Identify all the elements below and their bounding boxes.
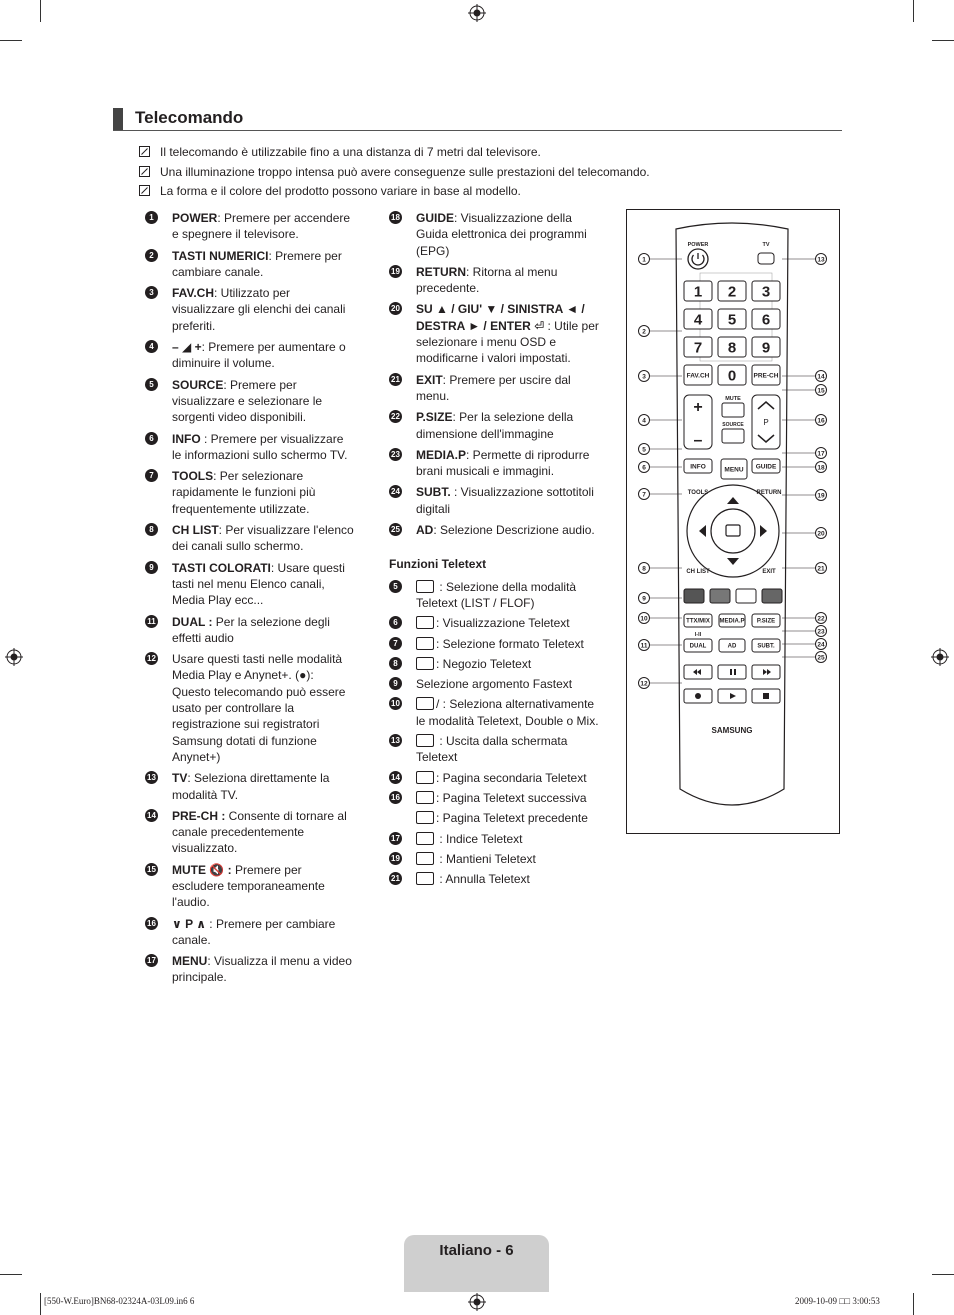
list-item <box>145 808 355 857</box>
item-number-badge: 11 <box>145 615 158 628</box>
stop-icon <box>763 693 769 699</box>
item-number-badge: 1 <box>145 211 158 224</box>
item-description: : Usare questi tasti nel menu Elenco canali, Media Play ecc... <box>172 560 345 608</box>
power-label: POWER <box>687 242 709 248</box>
note-text: Una illuminazione troppo intensa può avere conseguenze sulle prestazioni del telecomando. <box>160 165 650 179</box>
digit-button-2-label: 2 <box>727 283 737 301</box>
item-button-name: SUBT. <box>416 485 451 500</box>
list-item <box>389 770 599 786</box>
list-item <box>389 409 599 442</box>
color-key <box>762 589 782 603</box>
list-item <box>389 733 599 766</box>
item-number-badge: 10 <box>389 697 402 710</box>
item-button-name: SU ▲ / GIU' ▼ / SINISTRA ◄ / DESTRA ► / ENTER ⏎ <box>416 302 585 333</box>
list-item <box>145 651 355 765</box>
dual-button-label: DUAL <box>689 643 707 650</box>
print-file-info: [550-W.Euro]BN68-02324A-03L09.in6 6 <box>44 1296 195 1306</box>
callout-number: 14 <box>817 373 825 381</box>
note-line <box>139 184 521 199</box>
item-button-name: GUIDE <box>416 211 455 225</box>
crop-mark <box>913 0 914 22</box>
item-description: : Indice Teletext <box>436 831 523 846</box>
list-item <box>389 264 599 297</box>
item-button-name: TASTI NUMERICI <box>172 248 269 263</box>
callout-number: 18 <box>817 464 825 472</box>
callout-number: 19 <box>817 492 825 500</box>
pause-icon <box>734 669 736 675</box>
list-item <box>389 522 599 538</box>
list-item <box>389 831 599 847</box>
item-number-badge: 13 <box>389 734 402 747</box>
item-description: : Visualizzazione Teletext <box>436 616 570 631</box>
item-number-badge: 16 <box>145 917 158 930</box>
title-divider <box>113 130 842 131</box>
crop-mark <box>932 40 954 41</box>
item-description: : Pagina Teletext precedente <box>436 811 588 826</box>
mediap-button-label: MEDIA.P <box>719 618 745 625</box>
item-button-name: SOURCE <box>172 377 224 392</box>
teletext-key-icon <box>416 872 434 885</box>
item-number-badge: 23 <box>389 448 402 461</box>
callout-number: 22 <box>817 615 825 623</box>
item-button-name: MUTE 🔇 : <box>172 862 232 877</box>
item-description: : Permette di riprodurre brani musicali e immagini. <box>416 447 590 479</box>
list-item <box>389 810 599 826</box>
item-button-name: TOOLS <box>172 469 214 484</box>
list-item <box>145 248 355 281</box>
callout-number: 9 <box>642 595 646 603</box>
print-date-info: 2009-10-09 □□ 3:00:53 <box>795 1296 880 1306</box>
mute-button <box>722 403 744 417</box>
list-item <box>389 790 599 806</box>
list-item <box>145 285 355 334</box>
item-description: : Premere per uscire dal menu. <box>416 372 571 403</box>
callout-number: 11 <box>640 642 648 650</box>
item-button-name: P.SIZE <box>416 410 453 425</box>
note-line <box>139 145 541 160</box>
remote-illustration <box>626 209 838 832</box>
item-description: : Pagina secondaria Teletext <box>436 770 587 785</box>
note-icon <box>139 185 150 196</box>
digit-button-3-label: 3 <box>761 283 771 301</box>
callout-number: 8 <box>642 565 646 573</box>
item-number-badge: 21 <box>389 872 402 885</box>
item-button-name: FAV.CH <box>172 286 215 301</box>
item-number-badge: 14 <box>145 809 158 822</box>
item-button-name: POWER <box>172 211 218 225</box>
item-button-name: AD <box>416 523 434 538</box>
tv-button <box>758 253 774 264</box>
callout-number: 17 <box>817 450 825 458</box>
item-description: : Pagina Teletext successiva <box>436 790 587 805</box>
list-item <box>389 871 599 887</box>
volume-down-symbol: – <box>693 432 703 449</box>
color-key <box>736 589 756 603</box>
tools-label: TOOLS <box>687 490 709 496</box>
list-item <box>389 636 599 652</box>
item-number-badge: 19 <box>389 852 402 865</box>
info-button-label: INFO <box>690 463 706 471</box>
page-title: Telecomando <box>135 108 244 127</box>
item-number-badge: 6 <box>145 432 158 445</box>
teletext-key-icon <box>416 791 434 804</box>
item-number-badge: 21 <box>389 373 402 386</box>
item-number-badge: 25 <box>389 523 402 536</box>
item-button-name: – ◢ + <box>172 340 202 355</box>
list-item <box>145 468 355 517</box>
dual-sub-label: I-II <box>694 632 702 638</box>
registration-mark-icon <box>931 648 949 666</box>
item-description: : Per selezionare rapidamente le funzioni più frequentemente utilizzate. <box>172 469 316 516</box>
list-item <box>145 916 355 949</box>
item-number-badge: 8 <box>145 523 158 536</box>
item-number-badge: 2 <box>145 249 158 262</box>
callout-number: 15 <box>817 387 825 395</box>
digit-button-1-label: 1 <box>693 283 703 301</box>
callout-number: 5 <box>642 446 646 454</box>
callout-number: 2 <box>642 328 646 336</box>
note-icon <box>139 166 150 177</box>
item-number-badge: 17 <box>145 954 158 967</box>
color-key <box>710 589 730 603</box>
list-item <box>389 696 599 729</box>
callout-number: 20 <box>817 530 825 538</box>
item-number-badge: 13 <box>145 771 158 784</box>
callout-number: 12 <box>640 680 648 688</box>
item-number-badge: 5 <box>145 378 158 391</box>
item-description: : Premere per cambiare canale. <box>172 248 342 279</box>
item-number-badge: 6 <box>389 616 402 629</box>
item-number-badge: 9 <box>389 677 402 690</box>
item-number-badge: 3 <box>145 286 158 299</box>
item-button-name: MEDIA.P <box>416 447 467 462</box>
item-button-name: ∨ P ∧ <box>172 916 206 931</box>
list-item <box>389 676 599 692</box>
crop-mark <box>40 0 41 22</box>
subt-button-label: SUBT. <box>757 643 775 650</box>
record-icon <box>695 693 701 699</box>
item-description: : Selezione formato Teletext <box>436 636 584 651</box>
mute-label: MUTE <box>725 396 741 402</box>
list-item <box>389 579 599 612</box>
registration-mark-icon <box>468 1293 486 1311</box>
teletext-key-icon <box>416 697 434 710</box>
list-item <box>145 210 355 243</box>
item-description: : Negozio Teletext <box>436 656 532 671</box>
digit-button-4-label: 4 <box>693 311 703 329</box>
callout-number: 10 <box>640 615 648 623</box>
item-button-name: TV <box>172 771 188 786</box>
item-number-badge: 14 <box>389 771 402 784</box>
item-description: : Premere per visualizzare e selezionare le sorgenti video disponibili. <box>172 377 323 425</box>
item-button-name: RETURN <box>416 264 466 279</box>
item-number-badge: 17 <box>389 832 402 845</box>
list-item <box>145 431 355 464</box>
digit-button-8-label: 8 <box>727 339 737 357</box>
button-list-column-2 <box>389 210 599 891</box>
teletext-key-icon <box>416 616 434 629</box>
callout-number: 25 <box>817 654 825 662</box>
chlist-label: CH LIST <box>686 569 710 575</box>
list-item <box>145 377 355 426</box>
list-item <box>389 301 599 366</box>
item-number-badge: 24 <box>389 485 402 498</box>
list-item <box>145 770 355 803</box>
item-description: : Visualizza il menu a video principale. <box>172 954 352 985</box>
item-button-name: TASTI COLORATI <box>172 560 271 575</box>
teletext-key-icon <box>416 580 434 593</box>
item-description: : Premere per visualizzare le informazioni sullo schermo TV. <box>172 431 348 462</box>
channel-p-label: P <box>763 418 769 427</box>
item-number-badge: 18 <box>389 211 402 224</box>
note-text: La forma e il colore del prodotto possono variare in base al modello. <box>160 184 521 198</box>
item-description: Per la selezione degli effetti audio <box>172 614 330 645</box>
item-number-badge: 16 <box>389 791 402 804</box>
teletext-key-icon <box>416 852 434 865</box>
item-number-badge: 8 <box>389 657 402 670</box>
item-description: Consente di tornare al canale precedentemente visualizzato. <box>172 808 347 856</box>
list-item <box>145 862 355 911</box>
item-description: : Per la selezione della dimensione dell'immagine <box>416 410 574 441</box>
callout-number: 23 <box>817 628 825 636</box>
list-item <box>145 339 355 372</box>
digit-button-0-label: 0 <box>727 367 737 385</box>
item-description: Usare questi tasti nelle modalità Media Play e Anynet+. (●): Questo telecomando può essere usato per controllare la registrazione sui registratori Samsung dotati di funzione Anynet+) <box>172 652 346 764</box>
callout-number: 4 <box>642 417 646 425</box>
item-number-badge: 22 <box>389 410 402 423</box>
item-number-badge: 20 <box>389 302 402 315</box>
list-item <box>389 484 599 517</box>
item-number-badge: 19 <box>389 265 402 278</box>
callout-number: 24 <box>817 641 825 649</box>
item-number-badge: 7 <box>145 469 158 482</box>
list-item <box>145 560 355 609</box>
callout-number: 1 <box>642 256 646 264</box>
callout-number: 3 <box>642 373 646 381</box>
item-button-name: MENU <box>172 954 208 969</box>
crop-mark <box>932 1274 954 1275</box>
item-button-name: DUAL : <box>172 614 213 629</box>
item-description: : Annulla Teletext <box>436 872 530 887</box>
ad-button-label: AD <box>727 643 737 650</box>
source-button <box>722 429 744 443</box>
item-description: : Visualizzazione sottotitoli digitali <box>416 485 594 516</box>
exit-label: EXIT <box>762 569 776 575</box>
note-text: Il telecomando è utilizzabile fino a una distanza di 7 metri dal televisore. <box>160 145 541 159</box>
item-number-badge: 15 <box>145 863 158 876</box>
psize-button-label: P.SIZE <box>756 618 776 625</box>
tv-label: TV <box>762 242 770 248</box>
teletext-key-icon <box>416 811 434 824</box>
item-description: : Uscita dalla schermata Teletext <box>416 734 568 765</box>
item-number-badge: 5 <box>389 580 402 593</box>
item-button-name: PRE-CH : <box>172 808 226 823</box>
item-description: : Visualizzazione della Guida elettronica dei programmi (EPG) <box>416 211 587 258</box>
item-description: : Utilizzato per visualizzare gli elenchi dei canali preferiti. <box>172 286 346 333</box>
list-item <box>145 522 355 555</box>
digit-button-7-label: 7 <box>693 339 703 357</box>
teletext-key-icon <box>416 637 434 650</box>
list-item <box>389 210 599 259</box>
teletext-key-icon <box>416 771 434 784</box>
digit-button-9-label: 9 <box>761 339 771 357</box>
item-number-badge: 4 <box>145 340 158 353</box>
volume-up-symbol: + <box>693 399 703 416</box>
return-label: RETURN <box>756 490 782 496</box>
item-description: Selezione argomento Fastext <box>416 677 573 692</box>
item-description: : Premere per accendere e spegnere il televisore. <box>172 211 351 242</box>
item-button-name: EXIT <box>416 372 443 387</box>
brand-logo: SAMSUNG <box>711 726 753 735</box>
callout-number: 16 <box>817 417 825 425</box>
registration-mark-icon <box>5 648 23 666</box>
item-description: : Ritorna al menu precedente. <box>416 264 558 296</box>
callout-number: 7 <box>642 491 646 499</box>
teletext-key-icon <box>416 734 434 747</box>
list-item <box>389 656 599 672</box>
item-description: : Mantieni Teletext <box>436 851 536 866</box>
crop-mark <box>0 40 22 41</box>
note-icon <box>139 146 150 157</box>
callout-number: 6 <box>642 464 646 472</box>
callout-number: 21 <box>817 565 825 573</box>
callout-number: 13 <box>817 256 825 264</box>
crop-mark <box>40 1293 41 1315</box>
guide-button-label: GUIDE <box>755 463 777 471</box>
favch-button-label: FAV.CH <box>686 372 710 380</box>
list-item <box>389 372 599 405</box>
item-description: / : Seleziona alternativamente le modalità Teletext, Double o Mix. <box>416 697 599 728</box>
item-button-name: INFO <box>172 431 201 446</box>
list-item <box>389 615 599 631</box>
item-description: : Seleziona direttamente la modalità TV. <box>172 771 330 802</box>
item-description: : Per visualizzare l'elenco dei canali sullo schermo. <box>172 523 354 554</box>
item-number-badge: 12 <box>145 652 158 665</box>
item-description: : Utile per selezionare i menu OSD e modificarne i valori impostati. <box>416 318 599 366</box>
item-description: : Premere per cambiare canale. <box>172 916 336 947</box>
ttxmix-button-label: TTX/MIX <box>686 618 710 625</box>
crop-mark <box>913 1293 914 1315</box>
registration-mark-icon <box>468 4 486 22</box>
item-description: : Selezione della modalità Teletext (LIST / FLOF) <box>416 579 577 610</box>
pause-icon <box>730 669 732 675</box>
teletext-key-icon <box>416 657 434 670</box>
title-accent-bar <box>113 108 123 130</box>
note-line <box>139 165 650 180</box>
menu-button-label: MENU <box>724 466 744 474</box>
item-number-badge: 9 <box>145 561 158 574</box>
item-description: : Premere per aumentare o diminuire il volume. <box>172 340 346 371</box>
enter-button <box>711 509 755 553</box>
item-button-name: CH LIST <box>172 523 219 538</box>
list-item <box>389 851 599 867</box>
list-item <box>145 614 355 647</box>
list-item <box>389 447 599 480</box>
color-key <box>684 589 704 603</box>
teletext-key-icon <box>416 832 434 845</box>
crop-mark <box>0 1274 22 1275</box>
item-description: Premere per escludere temporaneamente l'audio. <box>172 862 325 910</box>
item-number-badge: 7 <box>389 637 402 650</box>
prech-button-label: PRE-CH <box>753 372 779 380</box>
item-description: : Selezione Descrizione audio. <box>433 523 595 538</box>
digit-button-6-label: 6 <box>761 311 771 329</box>
list-item <box>145 953 355 986</box>
button-list-column-1 <box>145 210 355 991</box>
page-number: Italiano - 6 <box>439 1242 514 1259</box>
source-label: SOURCE <box>722 422 744 428</box>
teletext-heading: Funzioni Teletext <box>389 557 487 572</box>
digit-button-5-label: 5 <box>727 311 737 329</box>
